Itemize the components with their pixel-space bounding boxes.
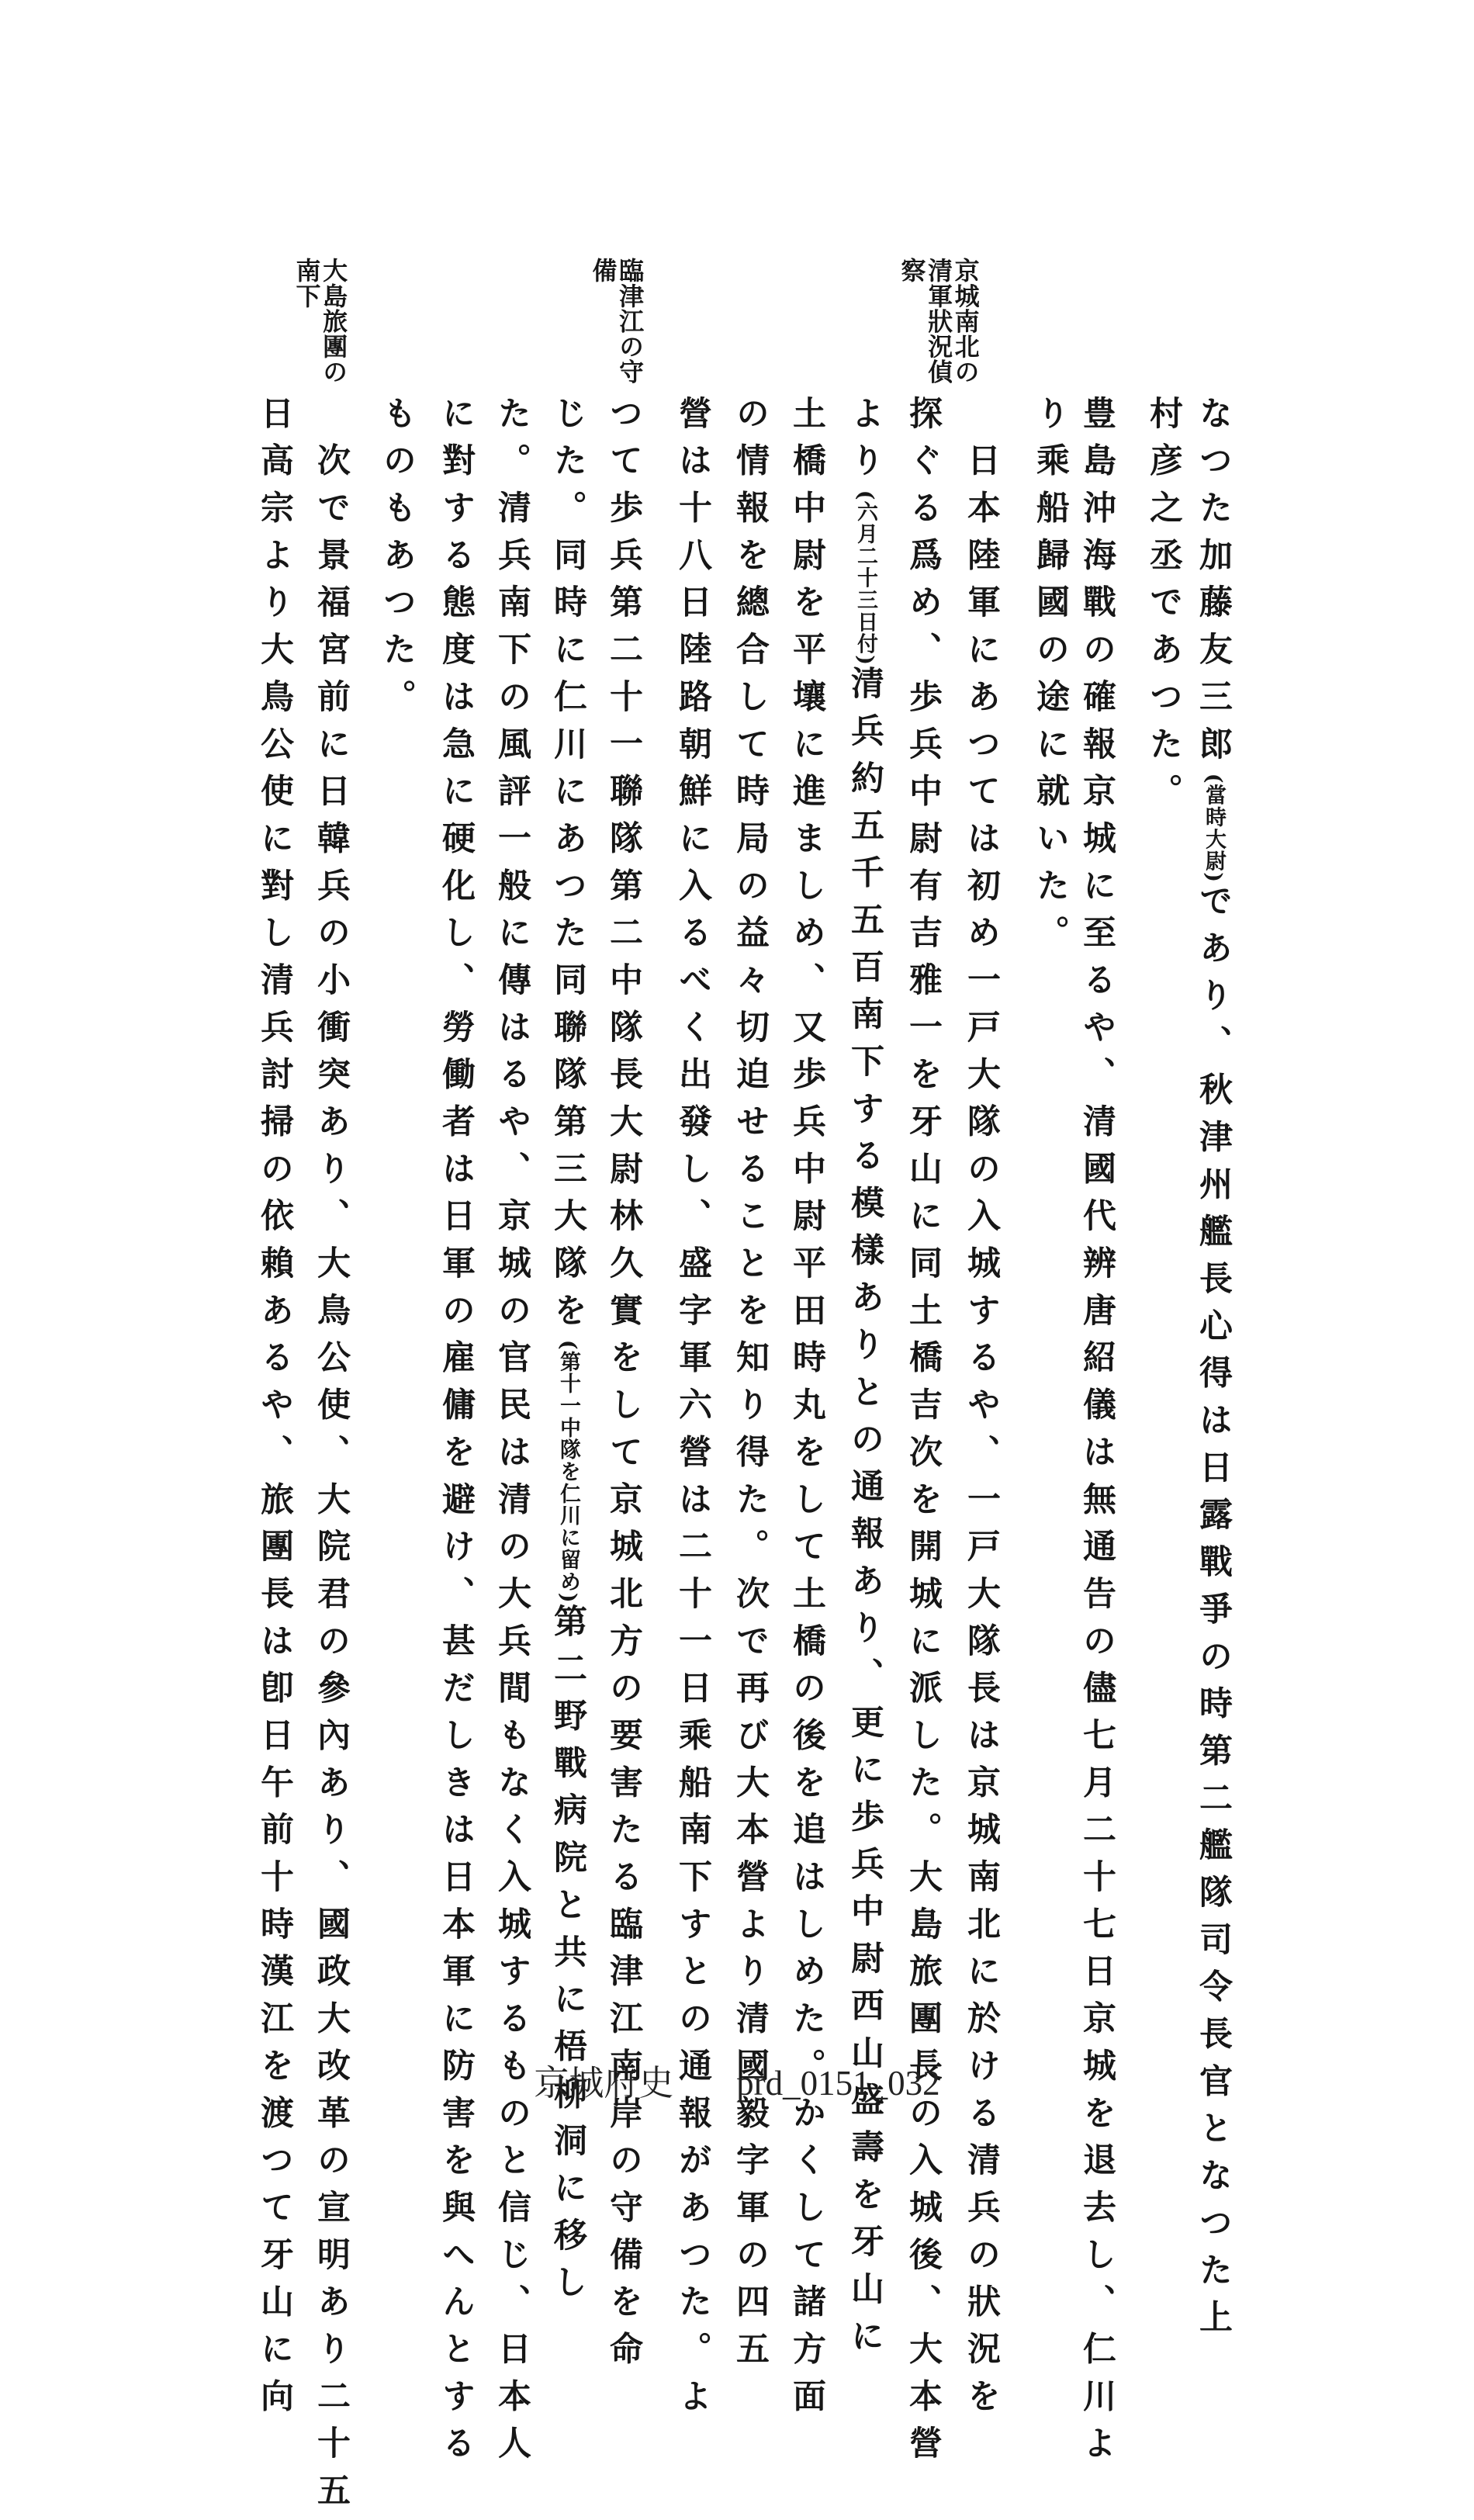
text-run: つて歩兵第二十一聯隊第二中隊長大尉林久實をして京城北方の要害たる臨津江南岸の守備を命 [604,396,643,2379]
text-run: より [846,396,884,490]
text-column [255,396,294,2426]
side-note-heading: 臨津江の守 備 [588,258,645,385]
text-run: 第二野戰病院と共に梧柳洞に移し [548,1604,587,2312]
warichu-note: (第十一中隊を仁川に留め) [556,1339,580,1604]
text-run: ものもあつた。 [378,396,417,726]
side-note-heading: 大島旅團の 南下 [292,258,349,385]
text-column [312,396,351,2520]
text-column [493,396,531,2473]
text-run: た。清兵南下の風評一般に傳はるや、京城の官民は清の大兵間もなく入城するものと信じ、日本人 [493,396,531,2473]
text-column [1078,396,1116,2473]
text-run: じた。同時に仁川にあつた同聯隊第三大隊を [548,396,587,1340]
text-column [378,396,417,726]
text-column [1031,396,1070,963]
text-run: 次で景福宮前に日韓兵の小衝突あり、大鳥公使、大院君の參內あり、國政大改革の宣明あり二十五 [312,396,351,2520]
text-run: 日本陸軍にあつては初め一戸大隊の入城するや、一戸大隊長は京城南北に於ける清兵の狀況を [962,396,1001,2426]
warichu-note: (當時大尉) [1202,773,1226,884]
text-run: 清兵約五千五百南下する模樣ありとの通報あり、更に歩兵中尉西山盛壽を牙山に [846,666,884,2366]
text-run: に對する態度は急に硬化し、勞働者は日軍の雇傭を避け、甚だしきは日本軍に防害を與へんとする [437,396,476,2473]
text-run: 村彦之丞であつた。 [1144,396,1183,821]
text-run: の情報を總合して時局の益々切迫せることを知り得た。次で再び大本營より清國毅字軍の四五 [731,396,770,2379]
text-run: であり、秋津州艦長心得は日露戰爭の時第二艦隊司令長官となつた上 [1194,883,1233,2347]
text-run: 營は十八日陸路朝鮮に入るべく出發し、盛字軍六營は二十一日乘船南下すとの通報があつた。よ [673,396,712,2426]
side-note-heading: 京城南北の 清軍狀況偵 察 [897,258,981,385]
text-column [1144,396,1183,821]
text-column [673,396,712,2426]
text-run: 探ぐる爲め、歩兵中尉有吉雅一を牙山に同土橋吉次を開城に派した。大島旅團長の入城後、大本營 [904,396,943,2473]
warichu-note: (六月二十三日付) [853,490,877,666]
text-run: なつた加藤友三郎 [1194,396,1233,774]
text-run: 土橋中尉を平壤に進ましめ、又歩兵中尉平田時丸をして土橋の後を追はしめた。かくして諸方面 [787,396,826,2426]
text-column [548,396,587,2312]
text-column [962,396,1001,2426]
text-run: り乘船歸國の途に就いた。 [1031,396,1070,963]
text-column [787,396,826,2426]
page-footer [0,2054,1474,2105]
footer-code: prd_0151_032 [736,2064,940,2103]
text-column [437,396,476,2473]
text-column [904,396,943,2473]
text-run: 日高宗より大鳥公使に對し清兵討掃の依賴あるや、旅團長は卽日午前十時漢江を渡つて牙山に向 [255,396,294,2426]
footer-title: 京城府史 [534,2064,674,2103]
text-run: 豊島沖海戰の確報京城に至るや、清國代辨唐紹儀は無通告の儘七月二十七日京城を退去し、仁川よ [1078,396,1116,2473]
